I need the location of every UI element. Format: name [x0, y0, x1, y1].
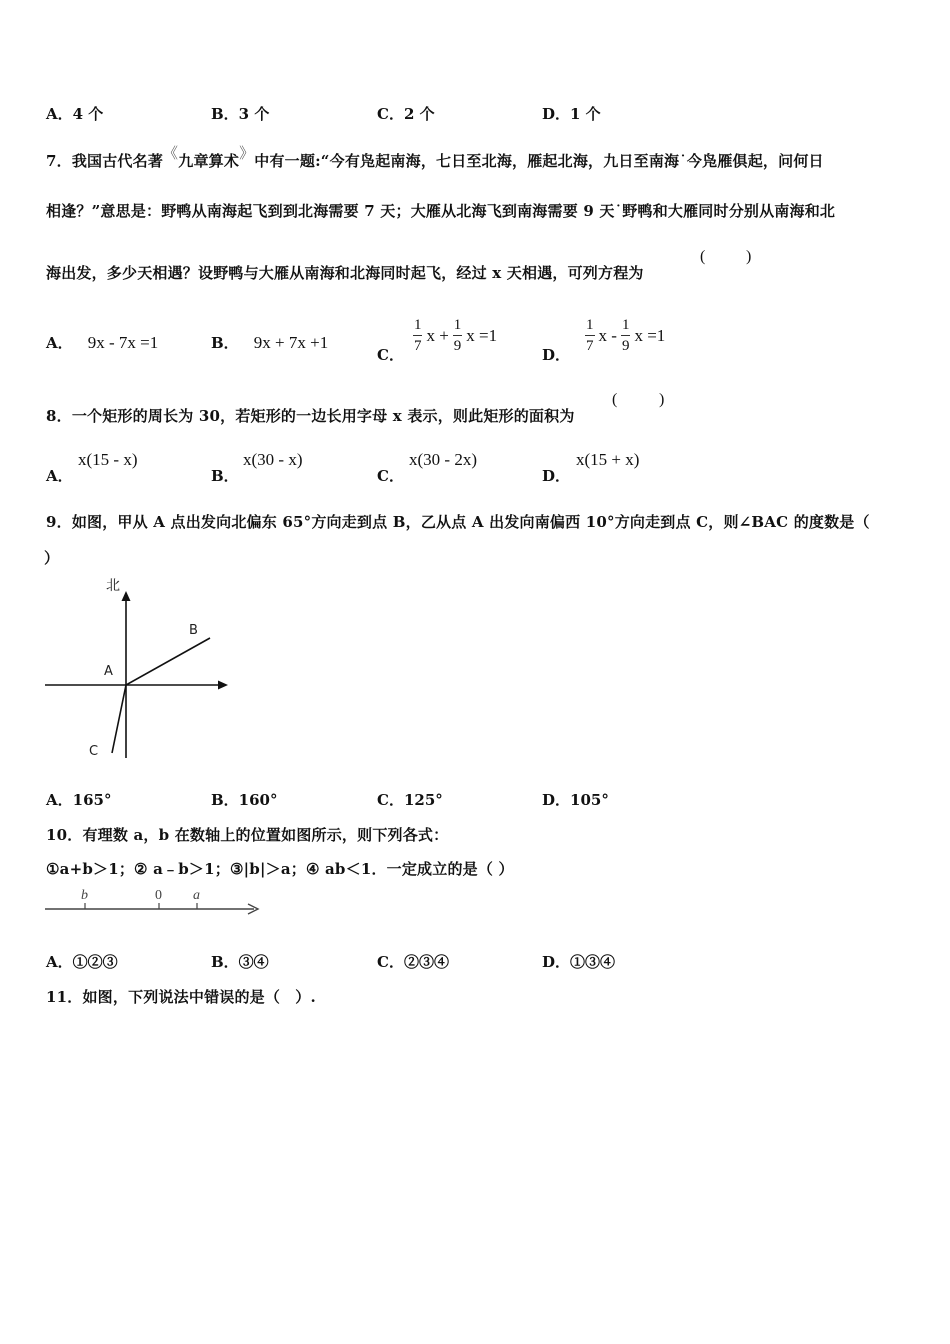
q10-label-0: 0 [155, 888, 162, 903]
q7-book-close: 》 [239, 144, 255, 162]
q7-option-c-label: C． [377, 346, 404, 364]
q7-option-a [46, 332, 158, 353]
q7-stem-rest: 中有一题:“今有凫起南海，七日至北海，雁起北海，九日至南海˙今凫雁俱起，问何日 [254, 152, 824, 170]
q10-number-line [40, 880, 270, 920]
q8-option-a-expr: x(15 - x) [78, 450, 138, 469]
q8-option-d-label: D． [542, 467, 571, 485]
q9-ray-ab [126, 638, 210, 685]
q10-stem-line1: 10．有理数 a，b 在数轴上的位置如图所示，则下列各式： [46, 826, 449, 844]
q7-answer-paren-close: ) [746, 248, 752, 265]
q7-option-d-label: D． [542, 346, 571, 364]
q7-option-d-expr: $\frac{1}{7}$ x - $\frac{1}{9}$ x =1 [586, 316, 666, 354]
q7-option-d-fraction-2: $\frac{1}{9}$ [621, 316, 630, 354]
q7-stem-line3: 海出发，多少天相遇？设野鸭与大雁从南海和北海同时起飞，经过 x 天相遇，可列方程为 [46, 264, 644, 282]
q7-answer-paren-open: ( [700, 248, 706, 265]
q9-direction-figure [40, 570, 240, 760]
q7-option-c-expr: $\frac{1}{7}$ x + $\frac{1}{9}$ x =1 [413, 316, 498, 354]
q8-option-c-label: C． [377, 467, 404, 485]
q7-option-c-fraction-1: $\frac{1}{7}$ [413, 316, 422, 354]
q8-option-c-expr: x(30 - 2x) [409, 450, 477, 469]
q10-option-c: C．②③④ [377, 953, 449, 971]
q7-option-c [377, 306, 497, 365]
q7-option-d [542, 306, 665, 365]
q7-book-open: 《 [163, 144, 179, 162]
q7-stem-line2: 相逢？”意思是：野鸭从南海起飞到到北海需要 7 天；大雁从北海飞到南海需要 9 天˙野鸭和大雁同时分别从南海和北 [46, 202, 836, 220]
q9-stem-line1: 9．如图，甲从 A 点出发向北偏东 65°方向走到点 B，乙从点 A 出发向南偏西 10°方向走到点 C，则∠BAC 的度数是（ [46, 513, 870, 531]
q9-ray-ac [112, 685, 126, 753]
q8-option-d-expr: x(15 + x) [576, 450, 640, 469]
q7-option-b [211, 332, 328, 353]
q7-option-a-label: A． [46, 334, 73, 352]
q9-option-a: A．165° [46, 791, 112, 809]
q10-option-b: B．③④ [211, 953, 269, 971]
q8-answer-paren-open: ( [612, 391, 618, 408]
q10-stem-line2: ①a+b＞1；② a﹣b＞1；③|b|＞a；④ ab＜1．一定成立的是（ ） [46, 860, 514, 878]
q7-option-a-expr: 9x - 7x =1 [87, 333, 159, 352]
q8-stem: 8．一个矩形的周长为 30，若矩形的一边长用字母 x 表示，则此矩形的面积为 [46, 407, 575, 425]
q8-answer-paren-close: ) [659, 391, 665, 408]
q6-option-b: B．3 个 [211, 105, 270, 123]
q7-stem-start: 7．我国古代名著 [46, 152, 164, 170]
q9-point-b-label: B [189, 623, 198, 638]
q6-option-d: D．1 个 [542, 105, 601, 123]
q9-north-arrowhead [122, 591, 131, 601]
q10-option-a: A．①②③ [46, 953, 118, 971]
q9-option-d: D．105° [542, 791, 609, 809]
q7-option-c-fraction-2: $\frac{1}{9}$ [453, 316, 462, 354]
q9-option-c: C．125° [377, 791, 443, 809]
q9-point-c-label: C [89, 744, 99, 759]
q8-option-b-label: B． [211, 467, 239, 485]
q10-label-a: a [193, 888, 200, 903]
q9-north-label: 北 [106, 578, 120, 594]
q7-option-b-label: B． [211, 334, 239, 352]
q8-option-a-label: A． [46, 467, 73, 485]
q7-book-name: 九章算术 [178, 152, 240, 170]
q9-option-b: B．160° [211, 791, 278, 809]
q7-stem-line1 [46, 144, 824, 171]
q9-stem-line2: ） [44, 549, 60, 567]
q7-option-b-expr: 9x + 7x +1 [253, 333, 329, 352]
q11-stem: 11．如图，下列说法中错误的是（ ）. [46, 988, 316, 1006]
q7-option-d-fraction-1: $\frac{1}{7}$ [586, 316, 594, 354]
q6-option-a: A．4 个 [46, 105, 104, 123]
q9-point-a-label: A [104, 664, 113, 679]
q6-option-c: C．2 个 [377, 105, 435, 123]
q10-label-b: b [81, 888, 88, 903]
q10-option-d: D．①③④ [542, 953, 616, 971]
q8-option-b-expr: x(30 - x) [243, 450, 303, 469]
q9-east-arrowhead [218, 681, 228, 690]
